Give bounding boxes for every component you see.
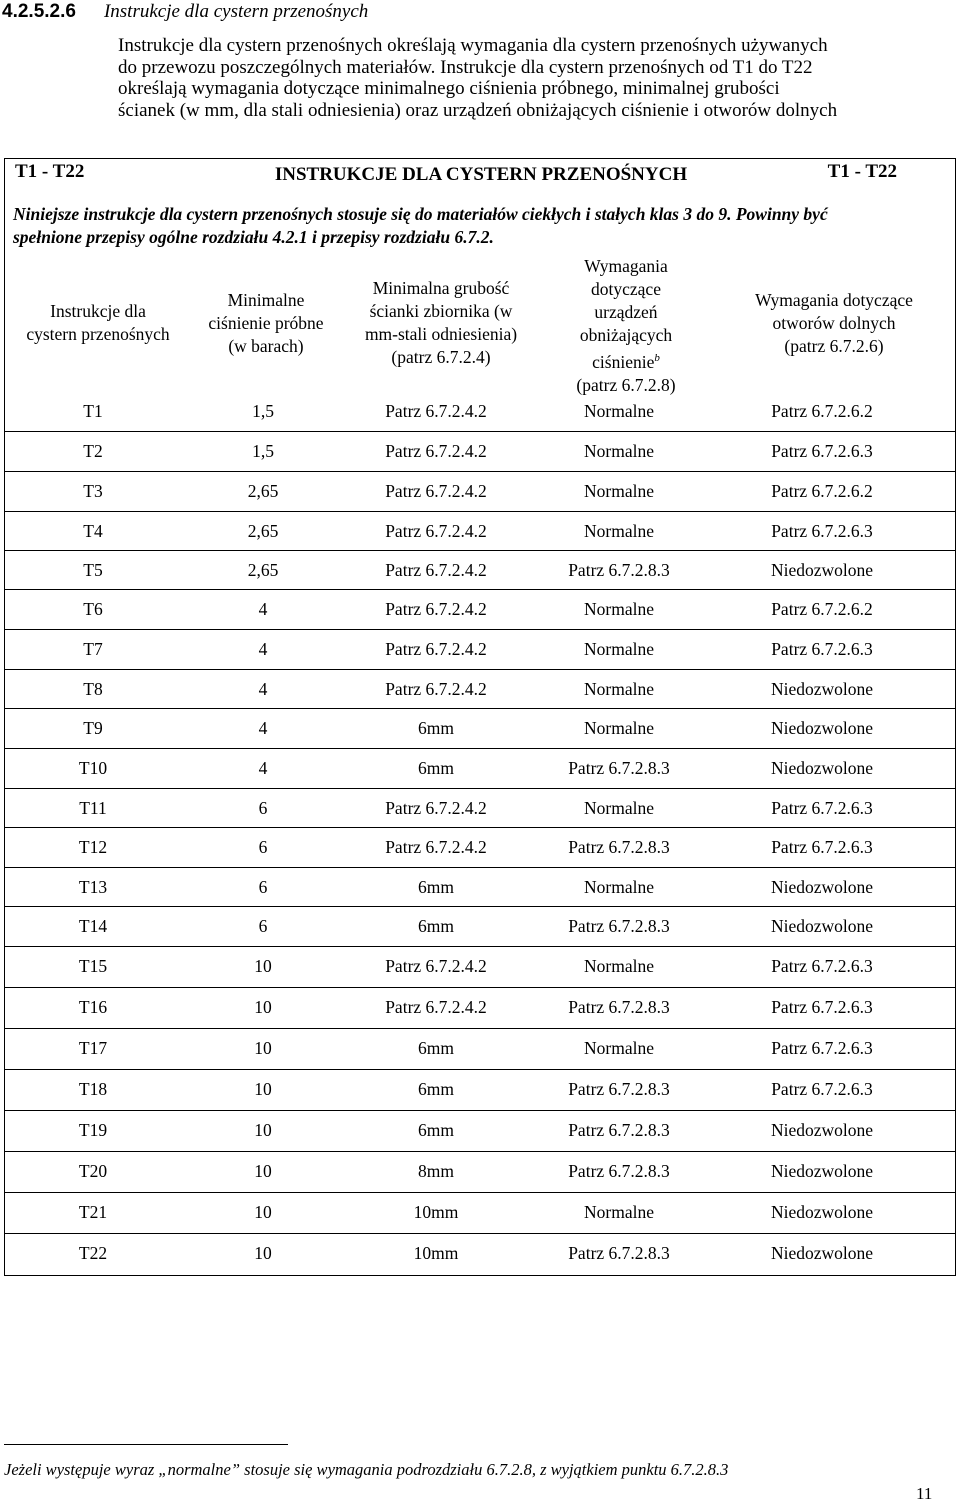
footnote-marker: b [654,352,660,365]
table-cell: Patrz 6.7.2.4.2 [385,956,487,976]
table-cell: Patrz 6.7.2.4.2 [385,560,487,580]
box-left-code: T1 - T22 [15,161,85,182]
table-cell: 10 [254,997,272,1017]
table-cell: Patrz 6.7.2.6.3 [771,521,873,541]
table-cell: Patrz 6.7.2.4.2 [385,679,487,699]
column-header-text: mm-stali odniesienia) [364,324,518,344]
table-cell: T22 [78,1243,108,1263]
table-row [5,1028,955,1068]
column-header-text: (w barach) [228,335,304,356]
table-cell: Patrz 6.7.2.8.3 [568,1079,670,1099]
table-cell: 4 [258,679,268,699]
table-cell: Normalne [584,798,654,818]
table-cell: T2 [83,441,103,461]
table-cell: 4 [258,599,268,619]
table-cell: Normalne [584,401,654,421]
table-cell: Niedozwolone [770,1243,874,1263]
table-cell: Patrz 6.7.2.8.3 [568,1120,670,1140]
table-cell: Patrz 6.7.2.4.2 [385,997,487,1017]
table-row [5,550,955,590]
table-cell: 6mm [418,718,454,738]
table-cell: T3 [83,481,103,501]
table-cell: T7 [83,639,103,659]
footnote-separator [4,1444,288,1445]
table-cell: Normalne [584,521,654,541]
table-row [5,827,955,867]
table-cell: T4 [83,521,103,541]
column-header-text: dotyczące [591,279,661,300]
section-title: Instrukcje dla cystern przenośnych [103,1,369,22]
table-cell: Patrz 6.7.2.6.3 [771,441,873,461]
instructions-table-box [4,158,956,1276]
table-row [5,788,955,828]
table-row [5,511,955,551]
table-cell: 4 [258,758,268,778]
table-cell: T20 [78,1161,108,1181]
table-cell: T5 [83,560,103,580]
table-cell: 10 [254,1079,272,1099]
footnote: Jeżeli występuje wyraz „normalne” stosuje się wymagania podrozdziału 6.7.2.8, z wyjątkiem punktu 6.7.2.8.3 [4,1460,729,1479]
table-cell: T6 [83,599,103,619]
column-header-text: Wymagania [584,256,668,277]
table-cell: Niedozwolone [770,718,874,738]
table-cell: 10 [254,1161,272,1181]
table-cell: 10 [254,1243,272,1263]
table-cell: Patrz 6.7.2.6.3 [771,956,873,976]
column-header-text: Instrukcje dla [50,301,146,321]
table-cell: Normalne [584,679,654,699]
table-cell: Niedozwolone [770,1120,874,1140]
intro-paragraph [118,35,940,121]
table-cell: Normalne [584,441,654,461]
column-header-text [576,347,675,374]
table-cell: Niedozwolone [770,1202,874,1222]
column-header-text: cystern przenośnych [26,324,170,344]
table-cell: Normalne [584,877,654,897]
table-cell: Normalne [584,599,654,619]
column-header-wall-thickness [341,257,541,389]
box-right-code: T1 - T22 [827,161,897,182]
table-cell: 6mm [418,758,454,778]
table-cell: T12 [78,837,108,857]
box-note-line: Niniejsze instrukcje dla cystern przenośnych stosuje się do materiałów ciekłych i stałych klas 3 do 9. Powinny być [13,204,828,224]
table-cell: 8mm [418,1161,454,1181]
table-row [5,1233,955,1273]
table-cell: Patrz 6.7.2.8.3 [568,997,670,1017]
table-cell: T21 [78,1202,108,1222]
table-cell: Normalne [584,956,654,976]
intro-line: określają wymagania dotyczące minimalnego ciśnienia próbnego, minimalnej grubości [118,78,780,99]
table-cell: 6 [258,877,268,897]
table-cell: 4 [258,639,268,659]
table-cell: Patrz 6.7.2.4.2 [385,837,487,857]
table-cell: T9 [83,718,103,738]
column-header-text: obniżających [579,325,673,346]
table-row [5,589,955,629]
table-cell: T16 [78,997,108,1017]
table-cell: T18 [78,1079,108,1099]
table-cell: Niedozwolone [770,758,874,778]
table-cell: 1,5 [252,441,274,461]
table-row [5,946,955,986]
table-cell: Patrz 6.7.2.6.2 [771,401,873,421]
table-row [5,867,955,907]
table-cell: 6mm [418,877,454,897]
section-heading [2,0,368,24]
table-cell: T8 [83,679,103,699]
table-cell: Patrz 6.7.2.4.2 [385,521,487,541]
box-note-line: spełnione przepisy ogólne rozdziału 4.2.1 i przepisy rozdziału 6.7.2. [13,227,494,247]
table-cell: Patrz 6.7.2.4.2 [385,441,487,461]
table-cell: 1,5 [252,401,274,421]
table-cell: T10 [78,758,108,778]
column-header-text: (patrz 6.7.2.8) [576,374,676,395]
table-row [5,431,955,471]
table-cell: Normalne [584,718,654,738]
table-cell: T15 [78,956,108,976]
table-cell: Patrz 6.7.2.8.3 [568,758,670,778]
column-header-instruction [5,257,191,389]
table-cell: 6 [258,798,268,818]
table-cell: Normalne [584,1038,654,1058]
intro-line: ścianek (w mm, dla stali odniesienia) oraz urządzeń obniżających ciśnienie i otworów dolnych [118,99,838,121]
column-header-text: ciśnienie próbne [208,312,324,333]
table-cell: Patrz 6.7.2.4.2 [385,401,487,421]
table-cell: Patrz 6.7.2.4.2 [385,798,487,818]
table-cell: 10 [254,1038,272,1058]
table-cell: Patrz 6.7.2.4.2 [385,481,487,501]
table-cell: Patrz 6.7.2.6.3 [771,1079,873,1099]
table-row [5,987,955,1027]
table-cell: Patrz 6.7.2.6.3 [771,798,873,818]
table-cell: T14 [78,916,108,936]
table-cell: 10 [254,1202,272,1222]
table-cell: T17 [78,1038,108,1058]
table-cell: Patrz 6.7.2.6.3 [771,1038,873,1058]
table-cell: 10 [254,1120,272,1140]
table-cell: Patrz 6.7.2.6.2 [771,481,873,501]
table-cell: 4 [258,718,268,738]
table-cell: Niedozwolone [770,1161,874,1181]
table-cell: Patrz 6.7.2.6.3 [771,837,873,857]
column-header-pressure-relief [541,257,711,395]
table-cell: Patrz 6.7.2.8.3 [568,1243,670,1263]
column-header-text: Minimalna grubość [372,278,510,298]
table-row [5,906,955,946]
table-cell: Patrz 6.7.2.8.3 [568,1161,670,1181]
table-cell: Niedozwolone [770,877,874,897]
table-cell: Patrz 6.7.2.8.3 [568,837,670,857]
table-cell: 6mm [418,916,454,936]
table-cell: T11 [79,798,107,818]
table-cell: Niedozwolone [770,679,874,699]
column-header-text: urządzeń [594,302,658,323]
section-number: 4.2.5.2.6 [2,1,76,22]
column-header-bottom-openings [711,257,957,389]
table-row [5,1110,955,1150]
column-header-text: (patrz 6.7.2.6) [784,335,884,356]
table-row [5,471,955,511]
table-cell: Patrz 6.7.2.8.3 [568,560,670,580]
table-cell: Patrz 6.7.2.8.3 [568,916,670,936]
table-cell: Normalne [584,1202,654,1222]
table-cell: 6 [258,837,268,857]
table-cell: Patrz 6.7.2.6.3 [771,639,873,659]
table-cell: Normalne [584,481,654,501]
table-cell: Normalne [584,639,654,659]
column-header-test-pressure [191,257,341,389]
table-cell: 2,65 [247,560,279,580]
table-cell: 10mm [413,1202,459,1222]
page-number: 11 [916,1484,933,1503]
table-row [5,1192,955,1232]
column-header-word: ciśnienie [592,351,655,372]
column-header-text: Wymagania dotyczące [755,289,913,310]
intro-line: do przewozu poszczególnych materiałów. Instrukcje dla cystern przenośnych od T1 do T22 [118,56,813,78]
table-cell: T19 [78,1120,108,1140]
table-cell: 2,65 [247,521,279,541]
table-cell: Niedozwolone [770,560,874,580]
table-cell: Patrz 6.7.2.6.2 [771,599,873,619]
table-row [5,708,955,748]
table-cell: 6mm [418,1038,454,1058]
column-header-text: (patrz 6.7.2.4) [391,347,491,367]
table-row [5,669,955,709]
table-row [5,629,955,669]
box-title: INSTRUKCJE DLA CYSTERN PRZENOŚNYCH [274,164,688,185]
table-row [5,391,955,431]
table-cell: 6 [258,916,268,936]
table-cell: 10mm [413,1243,459,1263]
table-cell: 6mm [418,1079,454,1099]
table-cell: Patrz 6.7.2.4.2 [385,639,487,659]
table-cell: T13 [78,877,108,897]
table-cell: Patrz 6.7.2.4.2 [385,599,487,619]
column-header-text: ścianki zbiornika (w [369,301,513,321]
intro-line: Instrukcje dla cystern przenośnych określają wymagania dla cystern przenośnych używanych [118,35,828,56]
table-cell: Patrz 6.7.2.6.3 [771,997,873,1017]
table-row [5,748,955,788]
table-row [5,1151,955,1191]
table-cell: T1 [83,401,103,421]
column-header-text: otworów dolnych [772,312,896,333]
table-cell: 10 [254,956,272,976]
box-note [13,203,943,249]
table-row [5,1069,955,1109]
table-cell: Niedozwolone [770,916,874,936]
column-header-text: Minimalne [227,289,305,310]
table-cell: 2,65 [247,481,279,501]
table-cell: 6mm [418,1120,454,1140]
